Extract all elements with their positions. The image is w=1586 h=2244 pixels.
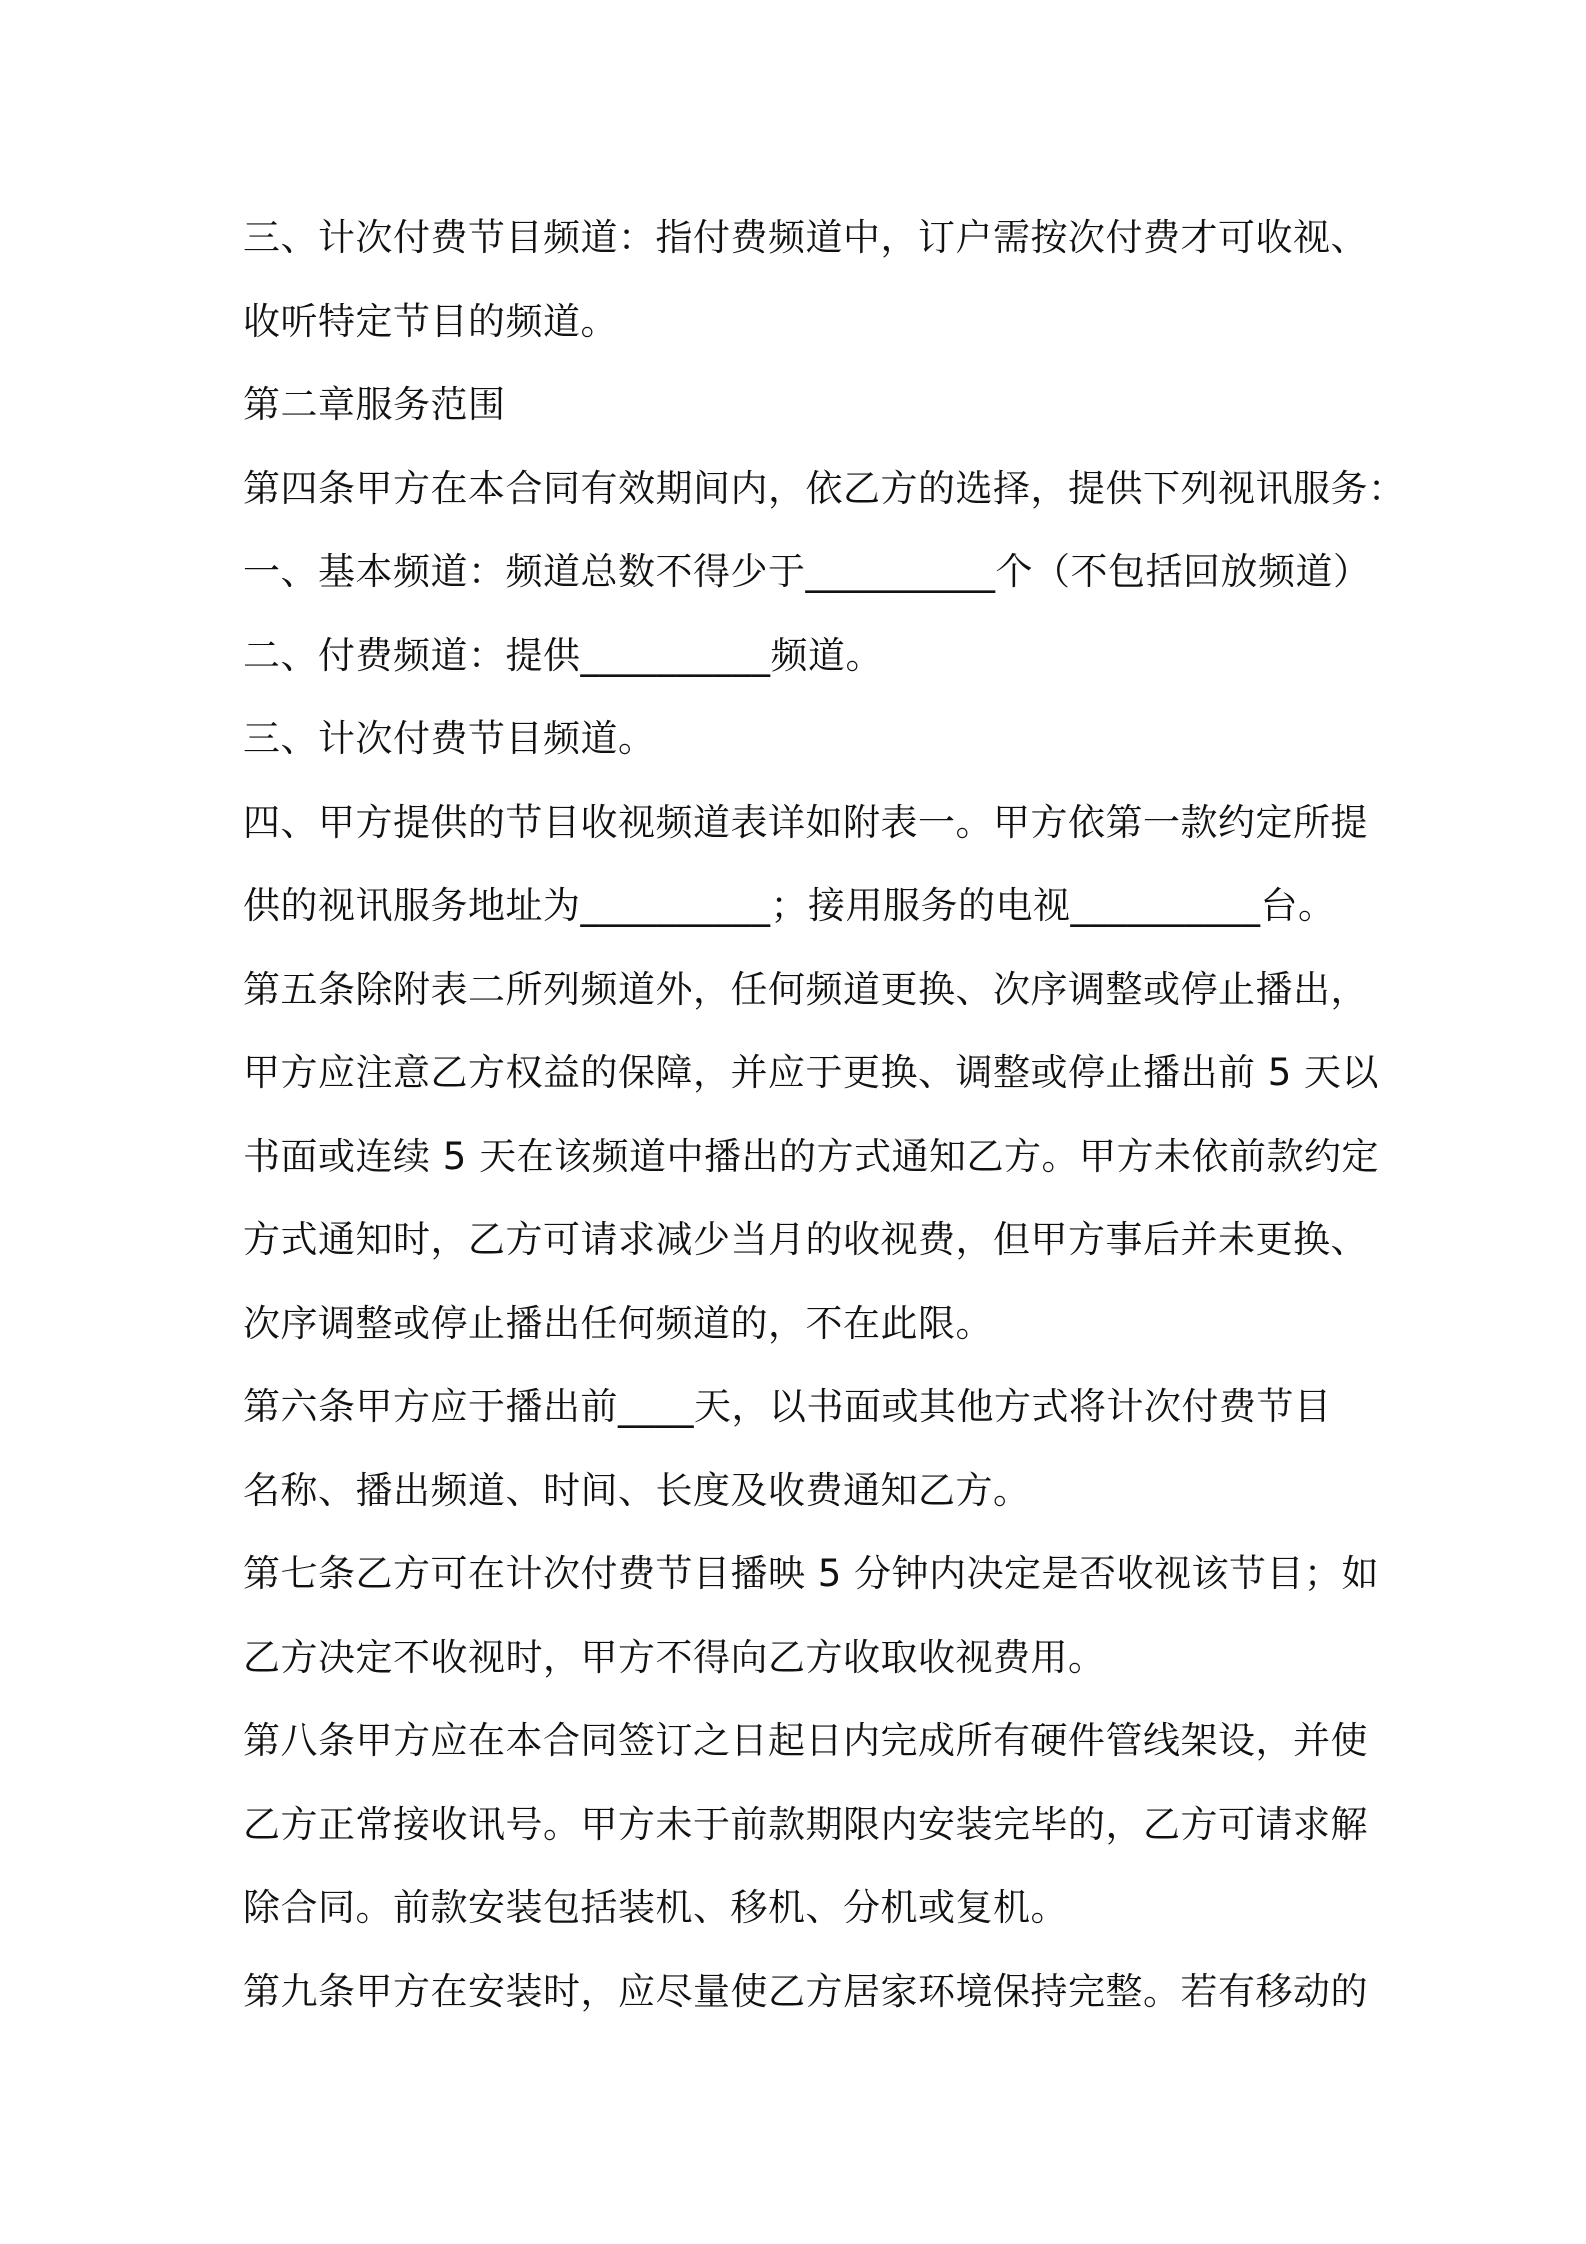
text-line: 除合同。前款安装包括装机、移机、分机或复机。 [243, 1886, 1068, 1929]
text-line: 第四条甲方在本合同有效期间内，依乙方的选择，提供下列视讯服务： [243, 466, 1406, 510]
text-line: 乙方决定不收视时，甲方不得向乙方收取收视费用。 [243, 1635, 1106, 1679]
text-line: 书面或连续 5 天在该频道中播出的方式通知乙方。甲方未依前款约定 [243, 1134, 1380, 1178]
text-line: 三、计次付费节目频道。 [243, 717, 656, 760]
text-line: 收听特定节目的频道。 [243, 299, 618, 343]
text-line: 甲方应注意乙方权益的保障，并应于更换、调整或停止播出前 5 天以 [243, 1051, 1380, 1094]
text-line: 第七条乙方可在计次付费节目播映 5 分钟内决定是否收视该节目；如 [243, 1552, 1380, 1595]
text-line: 供的视讯服务地址为__________；接用服务的电视__________台。 [243, 884, 1336, 927]
text-line: 名称、播出频道、时间、长度及收费通知乙方。 [243, 1468, 1031, 1512]
text-line: 第八条甲方应在本合同签订之日起日内完成所有硬件管线架设，并使 [243, 1719, 1368, 1762]
text-line: 三、计次付费节目频道：指付费频道中，订户需按次付费才可收视、 [243, 216, 1368, 259]
text-line: 第五条除附表二所列频道外，任何频道更换、次序调整或停止播出， [243, 967, 1368, 1011]
text-line: 乙方正常接收讯号。甲方未于前款期限内安装完毕的，乙方可请求解 [243, 1802, 1368, 1846]
document-body [243, 196, 1406, 2033]
text-line: 第六条甲方应于播出前____天，以书面或其他方式将计次付费节目 [243, 1385, 1332, 1428]
text-line: 方式通知时，乙方可请求减少当月的收视费，但甲方事后并未更换、 [243, 1218, 1368, 1261]
chapter-heading: 第二章服务范围 [243, 383, 506, 426]
text-line: 次序调整或停止播出任何频道的，不在此限。 [243, 1301, 993, 1345]
text-line: 一、基本频道：频道总数不得少于__________个（不包括回放频道） [243, 550, 1371, 593]
text-line: 二、付费频道：提供__________频道。 [243, 633, 883, 677]
text-line: 第九条甲方在安装时，应尽量使乙方居家环境保持完整。若有移动的 [243, 1969, 1368, 2013]
text-line: 四、甲方提供的节目收视频道表详如附表一。甲方依第一款约定所提 [243, 800, 1368, 844]
